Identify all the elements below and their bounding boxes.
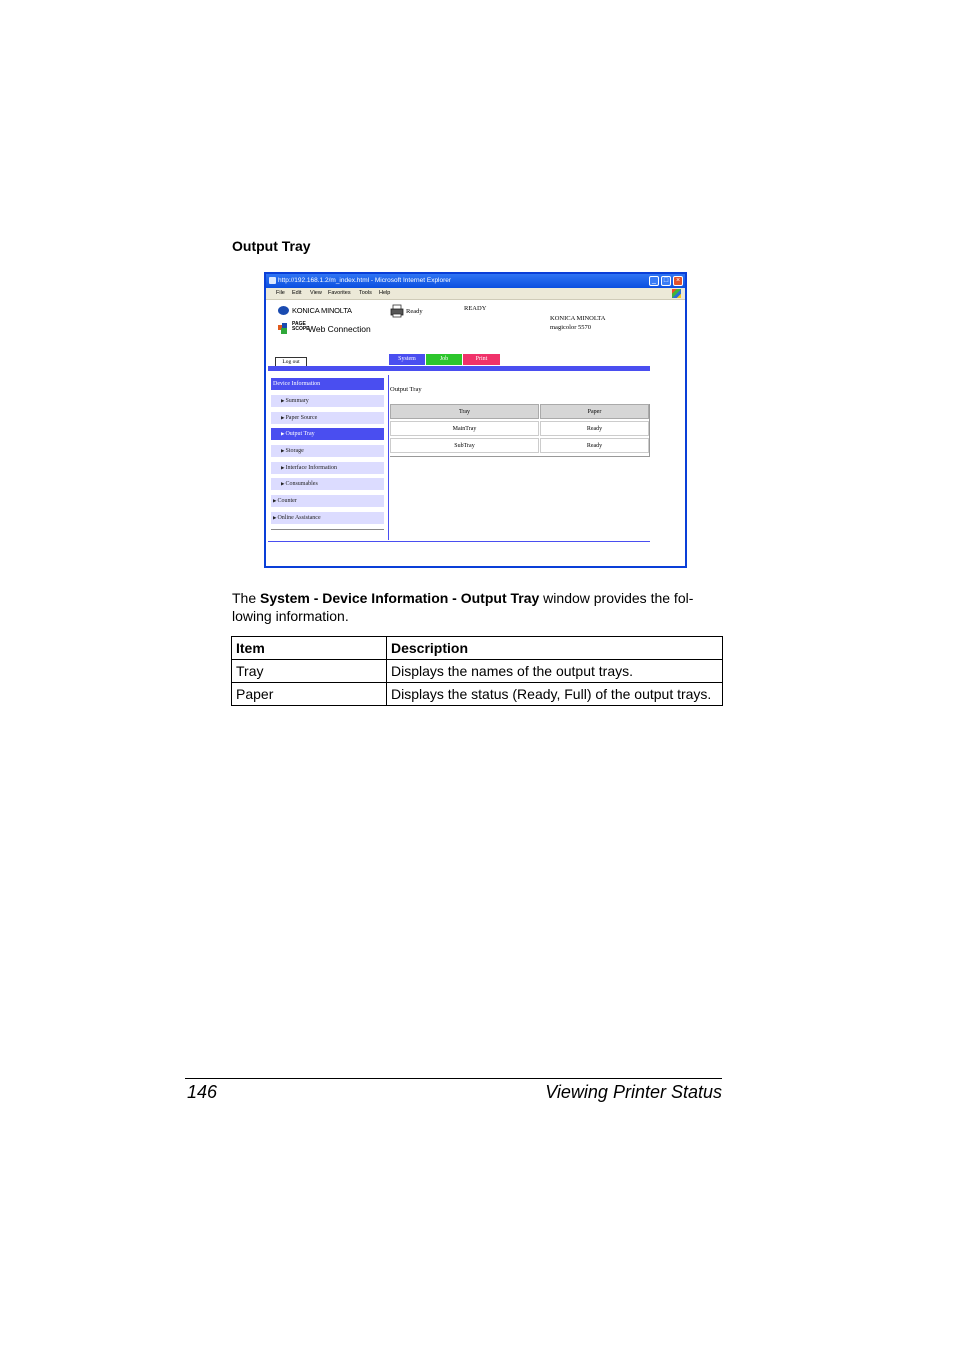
sidebar-item-output-tray[interactable]: ▶Output Tray [271, 428, 384, 440]
tab-job[interactable]: Job [426, 354, 462, 365]
web-connection-page [266, 300, 685, 566]
table-cell-tray: SubTray [390, 438, 539, 453]
pagescope-label: PAGE SCOPE [292, 321, 310, 332]
sidebar-item-interface-information[interactable]: ▶Interface Information [271, 462, 384, 474]
footer-line [268, 541, 650, 542]
sidebar-item-online-assistance[interactable]: ▶Online Assistance [271, 512, 384, 524]
menu-tools[interactable]: Tools [359, 290, 372, 296]
sidebar-item-storage[interactable]: ▶Storage [271, 445, 384, 457]
logout-button[interactable]: Log out [275, 357, 307, 368]
maximize-button[interactable]: □ [661, 276, 671, 286]
printer-icon [390, 304, 404, 318]
sidebar-item-device-information[interactable]: Device Information [271, 378, 384, 390]
brand-logo-text: KONICA MINOLTA [292, 306, 352, 315]
section-title: Output Tray [232, 238, 311, 254]
header-item: Item [232, 637, 387, 660]
table-cell-tray: MainTray [390, 421, 539, 436]
minimize-button[interactable]: _ [649, 276, 659, 286]
item-cell: Tray [232, 660, 387, 683]
close-button[interactable]: × [673, 276, 683, 286]
pane-separator [388, 375, 389, 540]
window-title: http://192.168.1.2/m_index.html - Microsoft Internet Explorer [278, 277, 452, 284]
window-path: System - Device Information - Output Tray [260, 590, 540, 606]
pagescope-icon [278, 323, 291, 334]
tab-system[interactable]: System [389, 354, 425, 365]
chapter-title: Viewing Printer Status [545, 1082, 722, 1102]
table-row [232, 637, 723, 660]
table-cell-paper: Ready [540, 438, 649, 453]
menu-view[interactable]: View [310, 290, 322, 296]
header-description: Description [387, 637, 723, 660]
header-divider [268, 366, 650, 371]
item-cell: Paper [232, 683, 387, 706]
printer-status-panel: READY [464, 305, 487, 312]
tab-print[interactable]: Print [463, 354, 500, 365]
menu-favorites[interactable]: Favorites [328, 290, 351, 296]
browser-window [264, 272, 687, 568]
pane-title: Output Tray [390, 386, 422, 393]
ie-icon [269, 277, 276, 284]
page-number: 146 [187, 1082, 218, 1102]
footer-rule [185, 1078, 722, 1079]
description-paragraph: The System - Device Information - Output Tray window provides the fol- lowing information. [232, 590, 694, 624]
table-header-paper: Paper [540, 404, 649, 419]
menu-file[interactable]: File [276, 290, 285, 296]
table-row [232, 660, 723, 683]
menu-help[interactable]: Help [379, 290, 391, 296]
konica-logo-icon [278, 306, 289, 315]
description-cell: Displays the status (Ready, Full) of the output trays. [387, 683, 723, 706]
info-table [231, 636, 723, 706]
sidebar-item-consumables[interactable]: ▶Consumables [271, 478, 384, 490]
sidebar-item-paper-source[interactable]: ▶Paper Source [271, 412, 384, 424]
menu-bar [266, 288, 685, 300]
sidebar-item-summary[interactable]: ▶Summary [271, 395, 384, 407]
windows-logo-icon [672, 289, 681, 298]
table-header-tray: Tray [390, 404, 539, 419]
model-name: magicolor 5570 [550, 324, 591, 331]
table-cell-paper: Ready [540, 421, 649, 436]
menu-edit[interactable]: Edit [292, 290, 302, 296]
sidebar-item-counter[interactable]: ▶Counter [271, 495, 384, 507]
window-titlebar [266, 274, 685, 288]
printer-status: Ready [406, 308, 423, 315]
table-row [232, 683, 723, 706]
model-brand: KONICA MINOLTA [550, 315, 606, 322]
description-cell: Displays the names of the output trays. [387, 660, 723, 683]
sidebar-bottom-line [271, 529, 384, 530]
product-name: Web Connection [308, 324, 371, 334]
